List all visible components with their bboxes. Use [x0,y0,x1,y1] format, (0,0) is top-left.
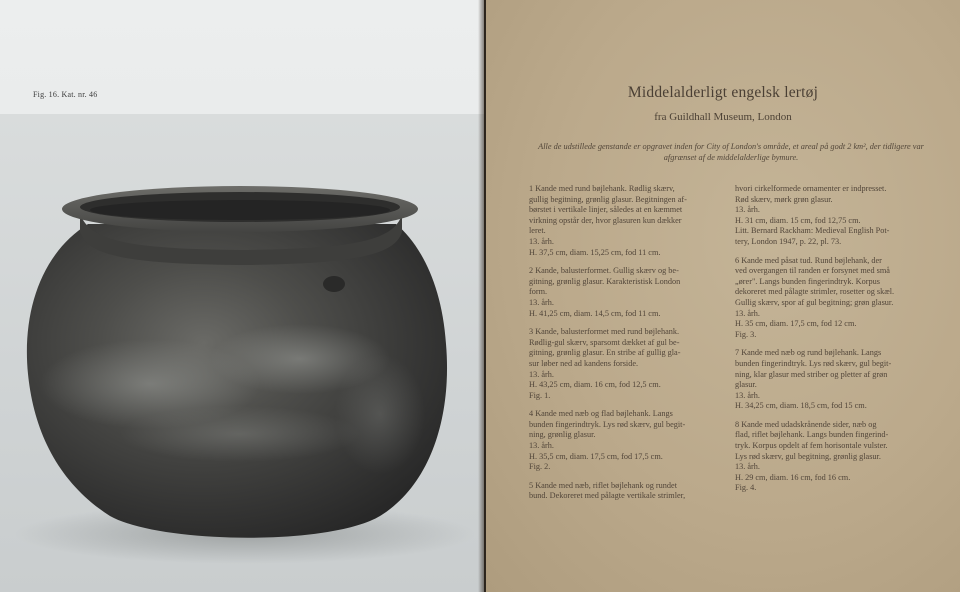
figure-caption: Fig. 16. Kat. nr. 46 [33,90,98,99]
catalogue-entry-3: 3 Kande, balusterformet med rund bøjlehank. Rødlig-gul skærv, sparsomt dækket af gul be- gitning, grønlig glasur. En stribe af gullig gla- sur løber ned ad kandens forside. 13. årh. H. 43,25 cm, diam. 16 cm, fod 12,5 cm. Fig. 1. [529,327,681,400]
catalogue-column-right [735,184,923,502]
catalogue-entry-5: 5 Kande med næb, riflet bøjlehank og rundet bund. Dekoreret med pålagte vertikale strimler, [529,480,686,501]
pot-photograph [0,114,484,592]
catalogue-entry-1: 1 Kande med rund bøjlehank. Rødlig skærv, gullig begitning, grønlig glasur. Begitningen af- børstet i vertikale linjer, således at en kæmmet virkning opstår der, hvor glasuren kun dækker leret. 13. årh. H. 37,5 cm, diam. 15,25 cm, fod 11 cm. [529,184,687,257]
catalogue-entry-8: 8 Kande med udadskrånende sider, næb og flad, riflet bøjlehank. Langs bunden fingerind- tryk. Korpus opdelt af fem horisontale vulster. Lys rød skærv, gul begitning, grønlig glasur. 13. årh. H. 29 cm, diam. 16 cm, fod 16 cm. Fig. 4. [735,419,889,493]
catalogue-column-left [529,184,717,510]
catalogue-entry-6: 6 Kande med påsat tud. Rund bøjlehank, der ved overgangen til randen er forsynet med små „ører". Langs bunden fingerindtryk. Korpus dekoreret med pålagte strimler, rosetter og skæl. Gullig skærv, spor af gul begitning; grøn glasur. 13. årh. H. 35 cm, diam. 17,5 cm, fod 12 cm. Fig. 3. [735,255,895,339]
catalogue-entry-5-continued: hvori cirkelformede ornamenter er indpresset. Rød skærv, mørk grøn glasur. 13. årh. H. 31 cm, diam. 15 cm, fod 12,75 cm. Litt. Bernard Rackham: Medieval English Pot- tery, London 1947, p. 22, pl. 73. [735,184,890,246]
catalogue-entry-2: 2 Kande, balusterformet. Gullig skærv og be- gitning, grønlig glasur. Karakteristisk London form. 13. årh. H. 41,25 cm, diam. 14,5 cm, fod 11 cm. [529,266,681,318]
page-title: Middelalderligt engelsk lertøj [627,84,819,101]
catalogue-entry-4: 4 Kande med næb og flad bøjlehank. Langs bunden fingerindtryk. Lys rød skærv, gul begit- ning, grønlig glasur. 13. årh. H. 35,5 cm, diam. 17,5 cm, fod 17,5 cm. Fig. 2. [529,409,686,472]
page-subtitle: fra Guildhall Museum, London [654,111,792,123]
intro-paragraph: Alle de udstillede genstande er opgravet inden for City of London's område, et areal på godt 2 km², der tidligere var afgrænset af de middelalderlige bymure. [538,142,924,162]
pot-image [0,114,484,592]
right-page [486,0,960,592]
catalogue-entry-7: 7 Kande med næb og rund bøjlehank. Langs bunden fingerindtryk. Lys rød skærv, gul begit- ning, klar glasur med striber og pletter af grøn glasur. 13. årh. H. 34,25 cm, diam. 18,5 cm, fod 15 cm. [735,348,892,411]
